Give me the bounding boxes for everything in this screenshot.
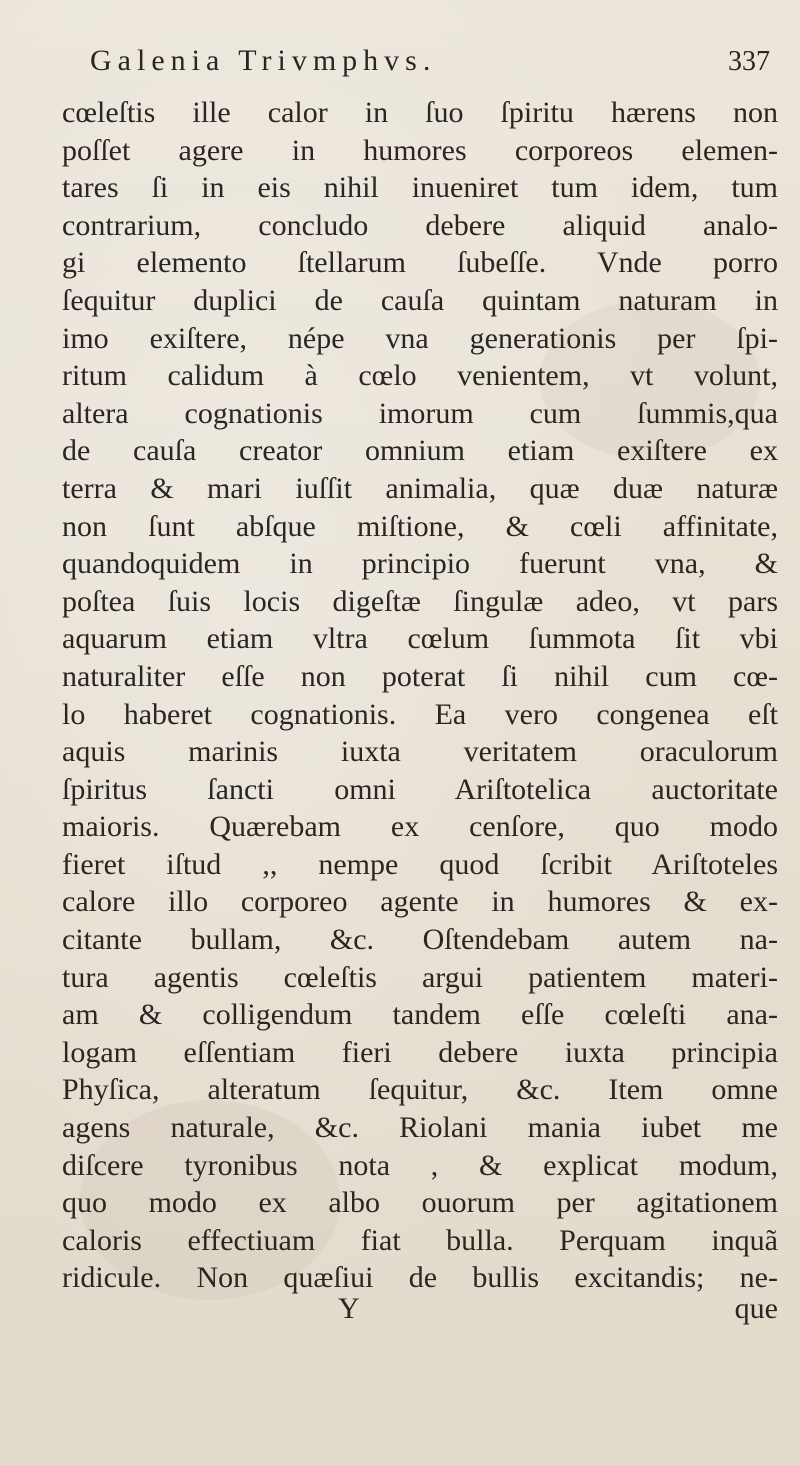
text-line: non ſunt abſque miſtione, & cœli affinitate, <box>62 509 778 543</box>
catchword: que <box>734 1292 778 1325</box>
text-line: quandoquidem in principio fuerunt vna, & <box>62 547 778 581</box>
page-header <box>90 44 770 84</box>
text-line: quo modo ex albo ouorum per agitationem <box>62 1186 778 1220</box>
text-line: ſpiritus ſancti omni Ariſtotelica auctoritate <box>62 772 778 806</box>
text-line: lo haberet cognationis. Ea vero congenea eſt <box>62 697 778 731</box>
text-line: aquarum etiam vltra cœlum ſummota ſit vbi <box>62 622 778 656</box>
text-line: calore illo corporeo agente in humores & ex- <box>62 885 778 919</box>
text-line: fieret iſtud ,, nempe quod ſcribit Ariſtoteles <box>62 847 778 881</box>
text-line: agens naturale, &c. Riolani mania iubet me <box>62 1111 778 1145</box>
text-line: terra & mari iuſſit animalia, quæ duæ naturæ <box>62 471 778 505</box>
text-line: poſſet agere in humores corporeos elemen- <box>62 133 778 167</box>
text-line: logam eſſentiam fieri debere iuxta principia <box>62 1035 778 1069</box>
page-footer <box>62 1292 778 1332</box>
text-line: ridicule. Non quæſiui de bullis excitandis; ne- <box>62 1261 778 1295</box>
page-number: 337 <box>728 46 770 77</box>
text-line: poſtea ſuis locis digeſtæ ſingulæ adeo, vt pars <box>62 584 778 618</box>
text-line: citante bullam, &c. Oſtendebam autem na- <box>62 923 778 957</box>
text-line: contrarium, concludo debere aliquid analo- <box>62 208 778 242</box>
text-line: altera cognationis imorum cum ſummis,qua <box>62 396 778 430</box>
text-line: de cauſa creator omnium etiam exiſtere ex <box>62 434 778 468</box>
signature-mark: Y <box>338 1292 360 1325</box>
text-line: Phyſica, alteratum ſequitur, &c. Item omne <box>62 1073 778 1107</box>
text-line: tares ſi in eis nihil inueniret tum idem, tum <box>62 171 778 205</box>
text-line: diſcere tyronibus nota , & explicat modum, <box>62 1148 778 1182</box>
text-line: caloris effectiuam fiat bulla. Perquam inquã <box>62 1223 778 1257</box>
text-line: gi elemento ſtellarum ſubeſſe. Vnde porro <box>62 246 778 280</box>
text-line: maioris. Quærebam ex cenſore, quo modo <box>62 810 778 844</box>
text-line: ritum calidum à cœlo venientem, vt volunt, <box>62 359 778 393</box>
body-text <box>62 94 778 1297</box>
text-line: imo exiſtere, népe vna generationis per ſpi- <box>62 321 778 355</box>
text-line: ſequitur duplici de cauſa quintam naturam in <box>62 283 778 317</box>
text-line: naturaliter eſſe non poterat ſi nihil cum cœ- <box>62 659 778 693</box>
text-line: tura agentis cœleſtis argui patientem materi- <box>62 960 778 994</box>
text-line: cœleſtis ille calor in ſuo ſpiritu hærens non <box>62 96 778 129</box>
text-line: aquis marinis iuxta veritatem oraculorum <box>62 735 778 769</box>
running-head: Galenia Trivmphvs. <box>90 44 437 77</box>
text-line: am & colligendum tandem eſſe cœleſti ana- <box>62 998 778 1032</box>
